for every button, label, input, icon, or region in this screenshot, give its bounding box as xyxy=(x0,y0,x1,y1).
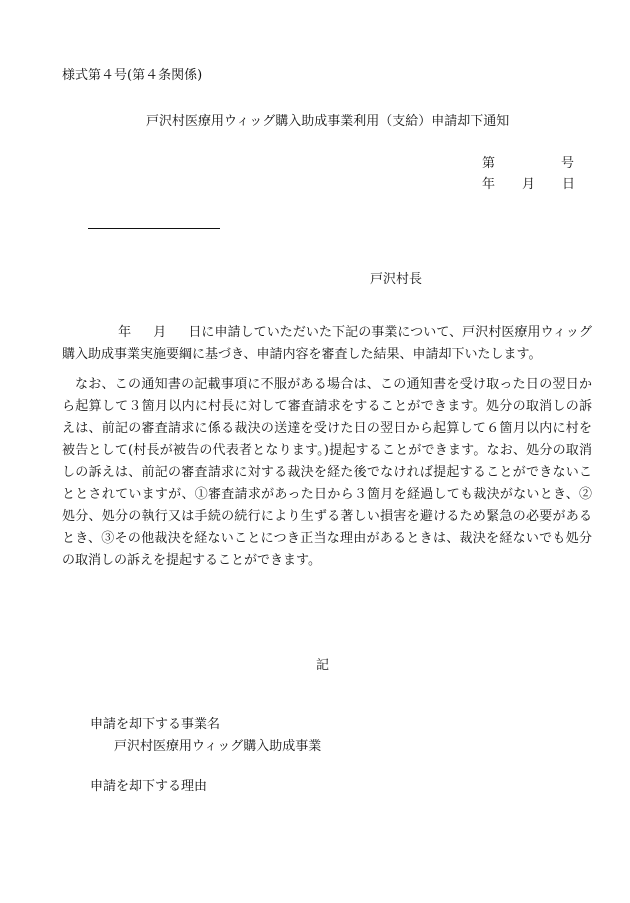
recipient-name-line xyxy=(88,228,220,229)
p1-month: 月 xyxy=(153,325,167,340)
project-label: 申請を却下する事業名 xyxy=(90,717,221,732)
document-date-line xyxy=(482,173,575,192)
ki-heading: 記 xyxy=(316,658,330,673)
project-name: 戸沢村医療用ウィッグ購入助成事業 xyxy=(114,739,322,754)
reason-label: 申請を却下する理由 xyxy=(90,779,208,794)
number-prefix: 第 xyxy=(482,156,496,171)
date-year: 年 xyxy=(482,177,496,192)
p1-text: 日に申請していただいた下記の事業について、戸沢村医療用ウィッグ購入助成事業実施要綱に基づき、申請内容を審査した結果、申請却下いたします。 xyxy=(62,325,592,362)
document-number-line xyxy=(482,152,574,171)
body-paragraph-1 xyxy=(62,322,592,366)
number-suffix: 号 xyxy=(561,156,575,171)
document-title: 戸沢村医療用ウィッグ購入助成事業利用（支給）申請却下通知 xyxy=(146,114,510,129)
date-month: 月 xyxy=(522,177,536,192)
issuer-name: 戸沢村長 xyxy=(370,272,423,287)
body-paragraph-2 xyxy=(62,374,592,572)
p1-year: 年 xyxy=(118,325,132,340)
date-day: 日 xyxy=(562,177,576,192)
form-number: 様式第４号(第４条関係) xyxy=(62,68,203,83)
p2-text: なお、この通知書の記載事項に不服がある場合は、この通知書を受け取った日の翌日から起算して３箇月以内に村長に対して審査請求をすることができます。処分の取消しの訴えは、前記の審査請求に係る裁決の送達を受けた日の翌日から起算して６箇月以内に村を被告として(村長が被告の代表者となります。)提起することができます。なお、処分の取消しの訴えは、前記の審査請求に対する裁決を経た後でなければ提起することができないこととされていますが、①審査請求があった日から３箇月を経過しても裁決がないとき、②処分、処分の執行又は手続の続行により生ずる著しい損害を避けるため緊急の必要があるとき、③その他裁決を経ないことにつき正当な理由があるときは、裁決を経ないでも処分の取消しの訴えを提起することができます。 xyxy=(62,377,592,568)
